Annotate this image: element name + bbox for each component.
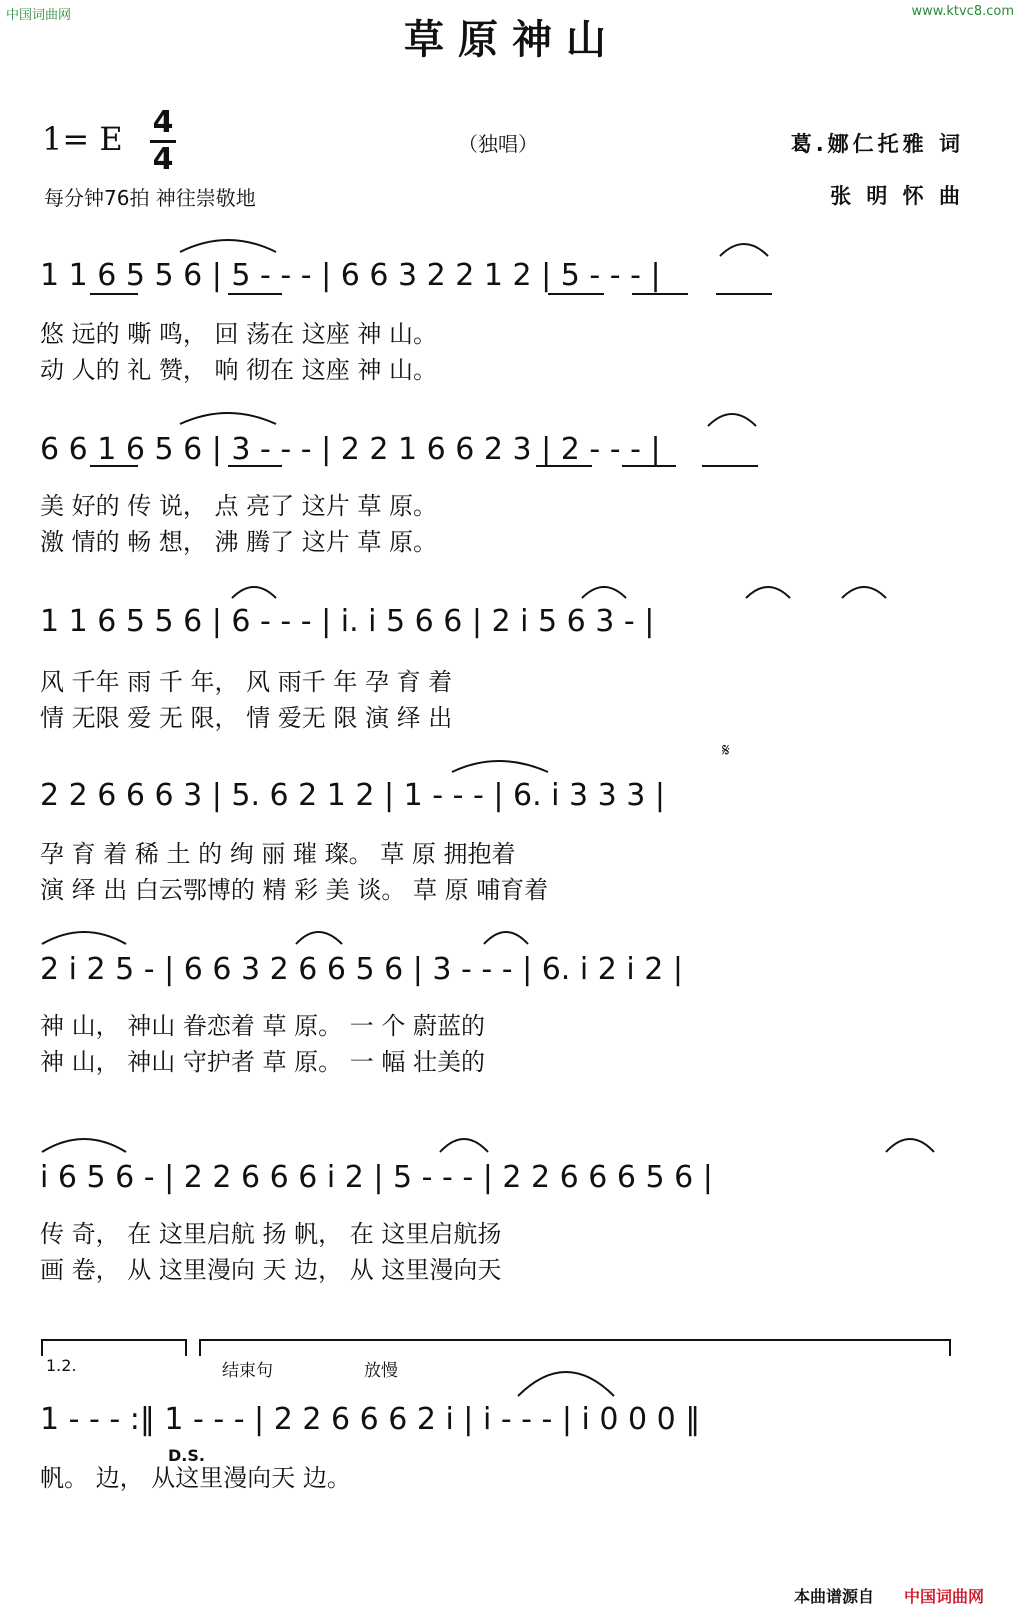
footer-brand: 中国词曲网 <box>904 1587 985 1606</box>
ritardando-label: 放慢 <box>364 1361 398 1381</box>
final-system-lyrics: 帆。 边， 从这里漫向天 边。 <box>40 1464 351 1492</box>
system-1-lyrics-verse1: 悠 远的 嘶 鸣， 回 荡在 这座 神 山。 <box>40 320 438 348</box>
slur-2 <box>720 244 768 256</box>
key-signature: 1= E <box>42 120 123 158</box>
dal-segno-mark: D.S. <box>168 1446 205 1465</box>
slur-4 <box>708 414 756 426</box>
slur-13 <box>42 1139 126 1152</box>
system-2-notes: 6 6 1 6 5 6 | 3 - - - | 2 2 1 6 6 2 3 | 2 - - - | <box>40 432 661 467</box>
volta-bracket-2 <box>200 1340 950 1356</box>
system-6-notes: i 6 5 6 - | 2 2 6 6 6 i 2 | 5 - - - | 2 2 6 6 6 5 6 | <box>40 1160 713 1195</box>
slur-8 <box>842 587 886 598</box>
system-5-lyrics-verse1: 神 山， 神山 眷恋着 草 原。 一 个 蔚蓝的 <box>40 1012 486 1040</box>
ending-label: 结束句 <box>222 1361 273 1381</box>
slur-3 <box>180 413 276 424</box>
system-1-lyrics-verse2: 动 人的 礼 赞， 响 彻在 这座 神 山。 <box>40 356 438 384</box>
system-4-lyrics-verse2: 演 绎 出 白云鄂博的 精 彩 美 谈。 草 原 哺育着 <box>40 876 549 904</box>
slur-10 <box>42 932 126 944</box>
system-6-lyrics-verse2: 画 卷， 从 这里漫向 天 边， 从 这里漫向天 <box>40 1256 502 1284</box>
slur-15 <box>886 1139 934 1152</box>
lyricist-credit: 葛.娜仁托雅 词 <box>790 132 964 156</box>
slur-5 <box>232 587 276 598</box>
system-3-lyrics-verse1: 风 千年 雨 千 年， 风 雨千 年 孕 育 着 <box>40 668 453 696</box>
system-5-notes: 2 i 2 5 - | 6 6 3 2 6 6 5 6 | 3 - - - | 6. i 2 i 2 | <box>40 952 683 987</box>
final-system-notes: 1 - - - :‖ 1 - - - | 2 2 6 6 6 2 i | i - - - | i 0 0 0 ‖ <box>40 1402 701 1437</box>
slur-16 <box>518 1372 614 1396</box>
system-4-notes: 2 2 6 6 6 3 | 5. 6 2 1 2 | 1 - - - | 6. i 3 3 3 | <box>40 778 666 813</box>
watermark-left: 中国词曲网 <box>6 8 72 23</box>
slur-9 <box>452 761 548 772</box>
slur-6 <box>582 587 626 598</box>
slur-12 <box>484 932 528 944</box>
system-4-lyrics-verse1: 孕 育 着 稀 土 的 绚 丽 璀 璨。 草 原 拥抱着 <box>40 840 516 868</box>
slur-14 <box>440 1139 488 1152</box>
system-5-lyrics-verse2: 神 山， 神山 守护者 草 原。 一 幅 壮美的 <box>40 1048 486 1076</box>
watermark-right: www.ktvc8.com <box>911 4 1014 19</box>
segno-mark: 𝄋 <box>722 740 730 761</box>
system-6-lyrics-verse1: 传 奇， 在 这里启航 扬 帆， 在 这里启航扬 <box>40 1220 502 1248</box>
composer-credit: 张 明 怀 曲 <box>830 184 964 208</box>
system-2-lyrics-verse1: 美 好的 传 说， 点 亮了 这片 草 原。 <box>40 492 438 520</box>
system-3-notes: 1 1 6 5 5 6 | 6 - - - | i. i 5 6 6 | 2 i 5 6 3 - | <box>40 604 655 639</box>
time-signature-bottom: 4 <box>152 142 174 177</box>
tempo-marking: 每分钟76拍 神往崇敬地 <box>44 186 256 210</box>
slur-1 <box>180 240 276 252</box>
system-1-notes: 1 1 6 5 5 6 | 5 - - - | 6 6 3 2 2 1 2 | 5 - - - | <box>40 258 661 293</box>
time-signature-top: 4 <box>152 105 174 140</box>
song-title: 草原神山 <box>404 16 620 63</box>
system-3-lyrics-verse2: 情 无限 爱 无 限， 情 爱无 限 演 绎 出 <box>40 704 453 732</box>
performance-type: （独唱） <box>458 132 538 156</box>
volta-bracket-label: 1.2. <box>46 1356 77 1375</box>
footer-source-label: 本曲谱源自 <box>794 1587 875 1606</box>
slur-11 <box>296 932 342 944</box>
system-2-lyrics-verse2: 激 情的 畅 想， 沸 腾了 这片 草 原。 <box>40 528 438 556</box>
slur-7 <box>746 587 790 598</box>
volta-bracket-1 <box>42 1340 186 1356</box>
